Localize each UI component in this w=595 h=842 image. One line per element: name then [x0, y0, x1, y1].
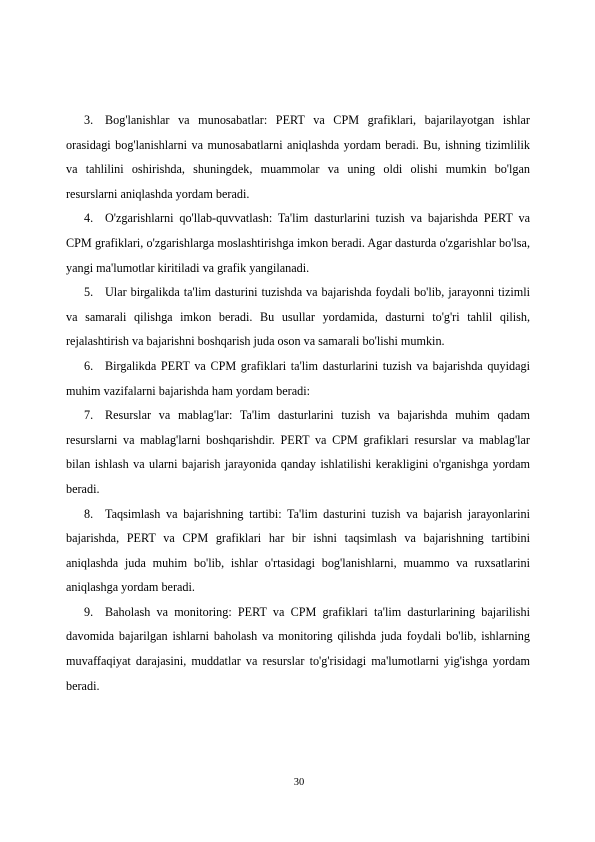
list-item-number: 9.: [84, 604, 94, 619]
list-item-text: Ular birgalikda ta'lim dasturini tuzishda va bajarishda foydali bo'lib, jarayonni tizimli va samarali qilishga imkon beradi. Bu usullar yordamida, dasturni to'g'ri tahlil qilish, rejalashtirish va bajarishni boshqarish juda oson va samarali bo'lishi mumkin.: [66, 285, 530, 349]
list-item: [66, 600, 530, 698]
list-item-number: 6.: [84, 358, 94, 373]
list-item-number: 5.: [84, 285, 94, 300]
list-item: [66, 354, 530, 403]
page-number: 30: [293, 777, 305, 788]
list-item-text: Taqsimlash va bajarishning tartibi: Ta'lim dasturini tuzish va bajarish jarayonlarini bajarishda, PERT va CPM grafiklari har bir ishni taqsimlash va bajarishning tartibini aniqlashda juda muhim bo'lib, ishlar o'rtasidagi bog'lanishlarni, muammo va ruxsatlarini aniqlashga yordam beradi.: [66, 506, 530, 595]
list-item: [66, 280, 530, 354]
list-item-text: Baholash va monitoring: PERT va CPM grafiklari ta'lim dasturlarining bajarilishi davomida bajarilgan ishlarni baholash va monitoring qilishda juda foydali bo'lib, ishlarning muvaffaqiyat darajasini, muddatlar va resurslar to'g'risidagi ma'lumotlarni yig'ishga yordam beradi.: [66, 604, 530, 693]
list-item-number: 7.: [84, 408, 94, 423]
list-item-text: Bog'lanishlar va munosabatlar: PERT va CPM grafiklari, bajarilayotgan ishlar orasidagi bog'lanishlarni va munosabatlarni aniqlashda yordam beradi. Bu, ishning tizimlilik va tahlilini oshirishda, shuningdek, muammolar va uning oldi olishi mumkin bo'lgan resurslarni aniqlashda yordam beradi.: [66, 113, 530, 201]
list-item-number: 8.: [84, 506, 94, 521]
list-item-number: 3.: [84, 113, 94, 127]
list-item: [66, 206, 530, 280]
list-item: [66, 502, 530, 600]
list-item-text: Resurslar va mablag'lar: Ta'lim dasturlarini tuzish va bajarishda muhim qadam resurslarni va mablag'larni boshqarishdir. PERT va CPM grafiklari resurslar va mablag'lar bilan ishlash va ularni bajarish jarayonida qanday ishlatilishi kerakligini o'rganishga yordam beradi.: [66, 408, 530, 496]
list-item-text: Birgalikda PERT va CPM grafiklari ta'lim dasturlarini tuzish va bajarishda quyidagi muhim vazifalarni bajarishda ham yordam beradi:: [66, 358, 530, 398]
list-item-number: 4.: [84, 211, 94, 226]
document-body: [66, 108, 530, 698]
list-item-text: O'zgarishlarni qo'llab-quvvatlash: Ta'lim dasturlarini tuzish va bajarishda PERT va CPM grafiklari, o'zgarishlarga moslashtirishga imkon beradi. Agar dasturda o'zgarishlar bo'lsa, yangi ma'lumotlar kiritiladi va grafik yangilanadi.: [66, 211, 530, 275]
list-item: [66, 108, 530, 206]
list-item: [66, 403, 530, 501]
